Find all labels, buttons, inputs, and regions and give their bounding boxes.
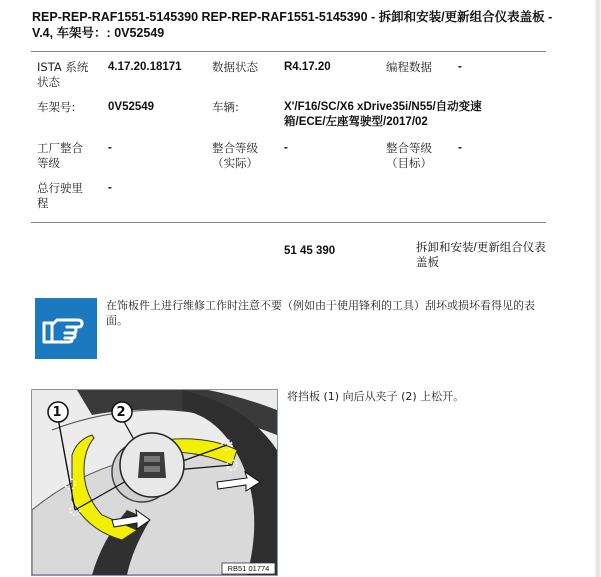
- callout-2: 2: [116, 405, 126, 420]
- vehicle-value: X'/F16/SC/X6 xDrive35i/N55/自动变速箱/ECE/左座驾驶型/2017/02: [284, 101, 482, 128]
- integ-target-value: -: [458, 142, 462, 154]
- integ-actual-label: 整合等级（实际）: [212, 141, 258, 170]
- data-state-value: R4.17.20: [284, 61, 331, 73]
- programming-value: -: [458, 61, 462, 73]
- procedure-figure: [31, 389, 278, 576]
- callout-1: 1: [52, 405, 62, 420]
- divider-mid: [31, 222, 546, 223]
- ista-value: 4.17.20.18171: [108, 61, 182, 73]
- scrollbar-thumb[interactable]: [596, 0, 600, 577]
- hand-pointing-icon: [35, 298, 97, 359]
- integ-actual-value: -: [284, 142, 288, 154]
- notice-text: 在饰板件上进行维修工作时注意不要（例如由于使用锋利的工具）刮坏或损坏看得见的表面。: [106, 299, 535, 327]
- scrollbar-track[interactable]: [595, 0, 601, 577]
- vin-value: 0V52549: [108, 101, 155, 113]
- procedure-name: 拆卸和安装/更新组合仪表盖板: [416, 242, 546, 269]
- factory-integ-value: -: [108, 142, 112, 154]
- procedure-number: 51 45 390: [284, 245, 336, 257]
- integ-target-label: 整合等级（目标）: [386, 141, 432, 170]
- vin-label: 车架号:: [37, 100, 76, 114]
- step-text: 将挡板 (1) 向后从夹子 (2) 上松开。: [287, 390, 465, 403]
- figure-ref-code: RB51 01774: [227, 564, 270, 573]
- mileage-label: 总行驶里程: [37, 181, 83, 210]
- divider-top: [31, 51, 546, 52]
- page-title: REP-REP-RAF1551-5145390 REP-REP-RAF1551-5145390 - 拆卸和安装/更新组合仪表盖板 - V.4, 车架号：: 0V52549: [32, 10, 553, 40]
- mileage-value: -: [108, 182, 112, 194]
- factory-integ-label: 工厂整合等级: [37, 141, 83, 170]
- programming-label: 编程数据: [386, 60, 432, 74]
- ista-label: ISTA 系统状态: [37, 60, 89, 89]
- vehicle-label: 车辆:: [212, 100, 239, 114]
- data-state-label: 数据状态: [212, 60, 258, 74]
